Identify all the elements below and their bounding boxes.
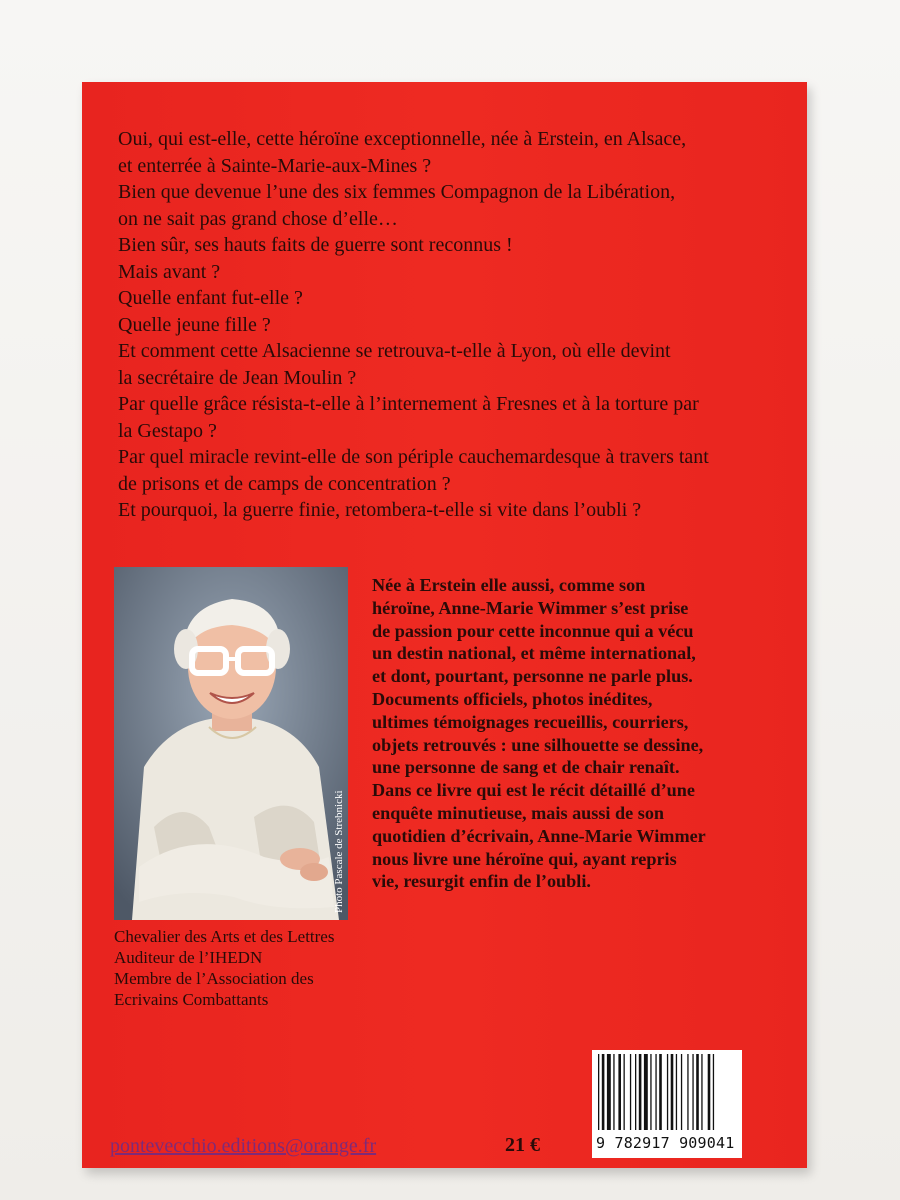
publisher-email-link[interactable]: pontevecchio.editions@orange.fr: [110, 1135, 377, 1157]
barcode-bar: [598, 1054, 599, 1130]
bio-line: un destin national, et même international,: [372, 643, 696, 664]
barcode-bar: [687, 1054, 688, 1130]
barcode-bar: [635, 1054, 636, 1130]
bio-line: héroïne, Anne-Marie Wimmer s’est prise: [372, 597, 689, 618]
blurb-line: Quelle enfant fut-elle ?: [118, 287, 303, 309]
barcode-bar: [630, 1054, 631, 1130]
blurb-line: Quelle jeune fille ?: [118, 313, 271, 336]
author-photo: [114, 567, 348, 920]
blurb-line: Et pourquoi, la guerre finie, retombera-t-elle si vite dans l’oubli ?: [118, 499, 642, 521]
blurb-line: Bien que devenue l’une des six femmes Compagnon de la Libération,: [118, 181, 676, 203]
barcode-bar: [708, 1054, 711, 1130]
barcode-bar: [696, 1054, 699, 1130]
blurb-line: Et comment cette Alsacienne se retrouva-t-elle à Lyon, où elle devint: [118, 340, 671, 362]
blurb-line: la secrétaire de Jean Moulin ?: [118, 366, 357, 389]
isbn-barcode: [592, 1050, 742, 1158]
barcode-bar: [667, 1054, 668, 1130]
barcode-bar: [618, 1054, 621, 1130]
bio-line: vie, resurgit enfin de l’oubli.: [372, 871, 591, 892]
barcode-bar: [701, 1054, 702, 1130]
barcode-bar: [602, 1054, 605, 1130]
blurb-line: Par quel miracle revint-elle de son périple cauchemardesque à travers tant: [118, 446, 709, 468]
bio-line: et dont, pourtant, personne ne parle plus.: [372, 666, 693, 687]
bio-line: Documents officiels, photos inédites,: [372, 688, 653, 709]
author-title-line: Ecrivains Combattants: [114, 990, 269, 1009]
barcode-bar: [613, 1054, 614, 1130]
blurb-line: Oui, qui est-elle, cette héroïne exceptionnelle, née à Erstein, en Alsace,: [118, 128, 687, 150]
barcode-bar: [671, 1054, 674, 1130]
author-titles: [114, 926, 394, 1010]
blurb-line: Mais avant ?: [118, 260, 221, 283]
barcode-bar: [607, 1054, 611, 1130]
bio-line: nous livre une héroïne qui, ayant repris: [372, 848, 677, 869]
bio-line: ultimes témoignages recueillis, courriers,: [372, 711, 689, 732]
barcode-bar: [713, 1054, 714, 1130]
blurb-line: la Gestapo ?: [118, 419, 217, 442]
author-title-line: Auditeur de l’IHEDN: [114, 948, 263, 967]
barcode-bar: [650, 1054, 651, 1130]
bio-line: de passion pour cette inconnue qui a vécu: [372, 620, 694, 641]
barcode-bar: [644, 1054, 648, 1130]
barcode-bar: [624, 1054, 625, 1130]
blurb-line: Par quelle grâce résista-t-elle à l’internement à Fresnes et à la torture par: [118, 393, 699, 415]
author-title-line: Chevalier des Arts et des Lettres: [114, 927, 335, 946]
blurb-line: de prisons et de camps de concentration ?: [118, 472, 451, 495]
bio-line: Née à Erstein elle aussi, comme son: [372, 575, 646, 595]
barcode-bar: [676, 1054, 677, 1130]
author-title-line: Membre de l’Association des: [114, 969, 314, 988]
barcode-bars: [592, 1050, 742, 1134]
barcode-bar: [659, 1054, 662, 1130]
bio-line: enquête minutieuse, mais aussi de son: [372, 802, 665, 823]
bio-line: objets retrouvés : une silhouette se dessine,: [372, 734, 704, 755]
isbn-number: 9 782917 909041: [596, 1134, 735, 1152]
barcode-bar: [655, 1054, 656, 1130]
barcode-bar: [692, 1054, 693, 1130]
bio-line: Dans ce livre qui est le récit détaillé d’une: [372, 780, 695, 801]
photo-credit-text: Photo Pascale de Strebnicki: [333, 790, 345, 913]
author-portrait-illustration: [114, 567, 348, 920]
blurb-line: Bien sûr, ses hauts faits de guerre sont reconnus !: [118, 234, 513, 256]
barcode-bar: [681, 1054, 682, 1130]
blurb-line: on ne sait pas grand chose d’elle…: [118, 207, 398, 230]
price-label: 21 €: [505, 1134, 540, 1156]
blurb-line: et enterrée à Sainte-Marie-aux-Mines ?: [118, 154, 432, 177]
barcode-bar: [639, 1054, 642, 1130]
blurb-text: [118, 126, 798, 524]
bio-line: quotidien d’écrivain, Anne-Marie Wimmer: [372, 825, 706, 846]
author-bio: [372, 574, 782, 893]
bio-line: une personne de sang et de chair renaît.: [372, 757, 680, 778]
